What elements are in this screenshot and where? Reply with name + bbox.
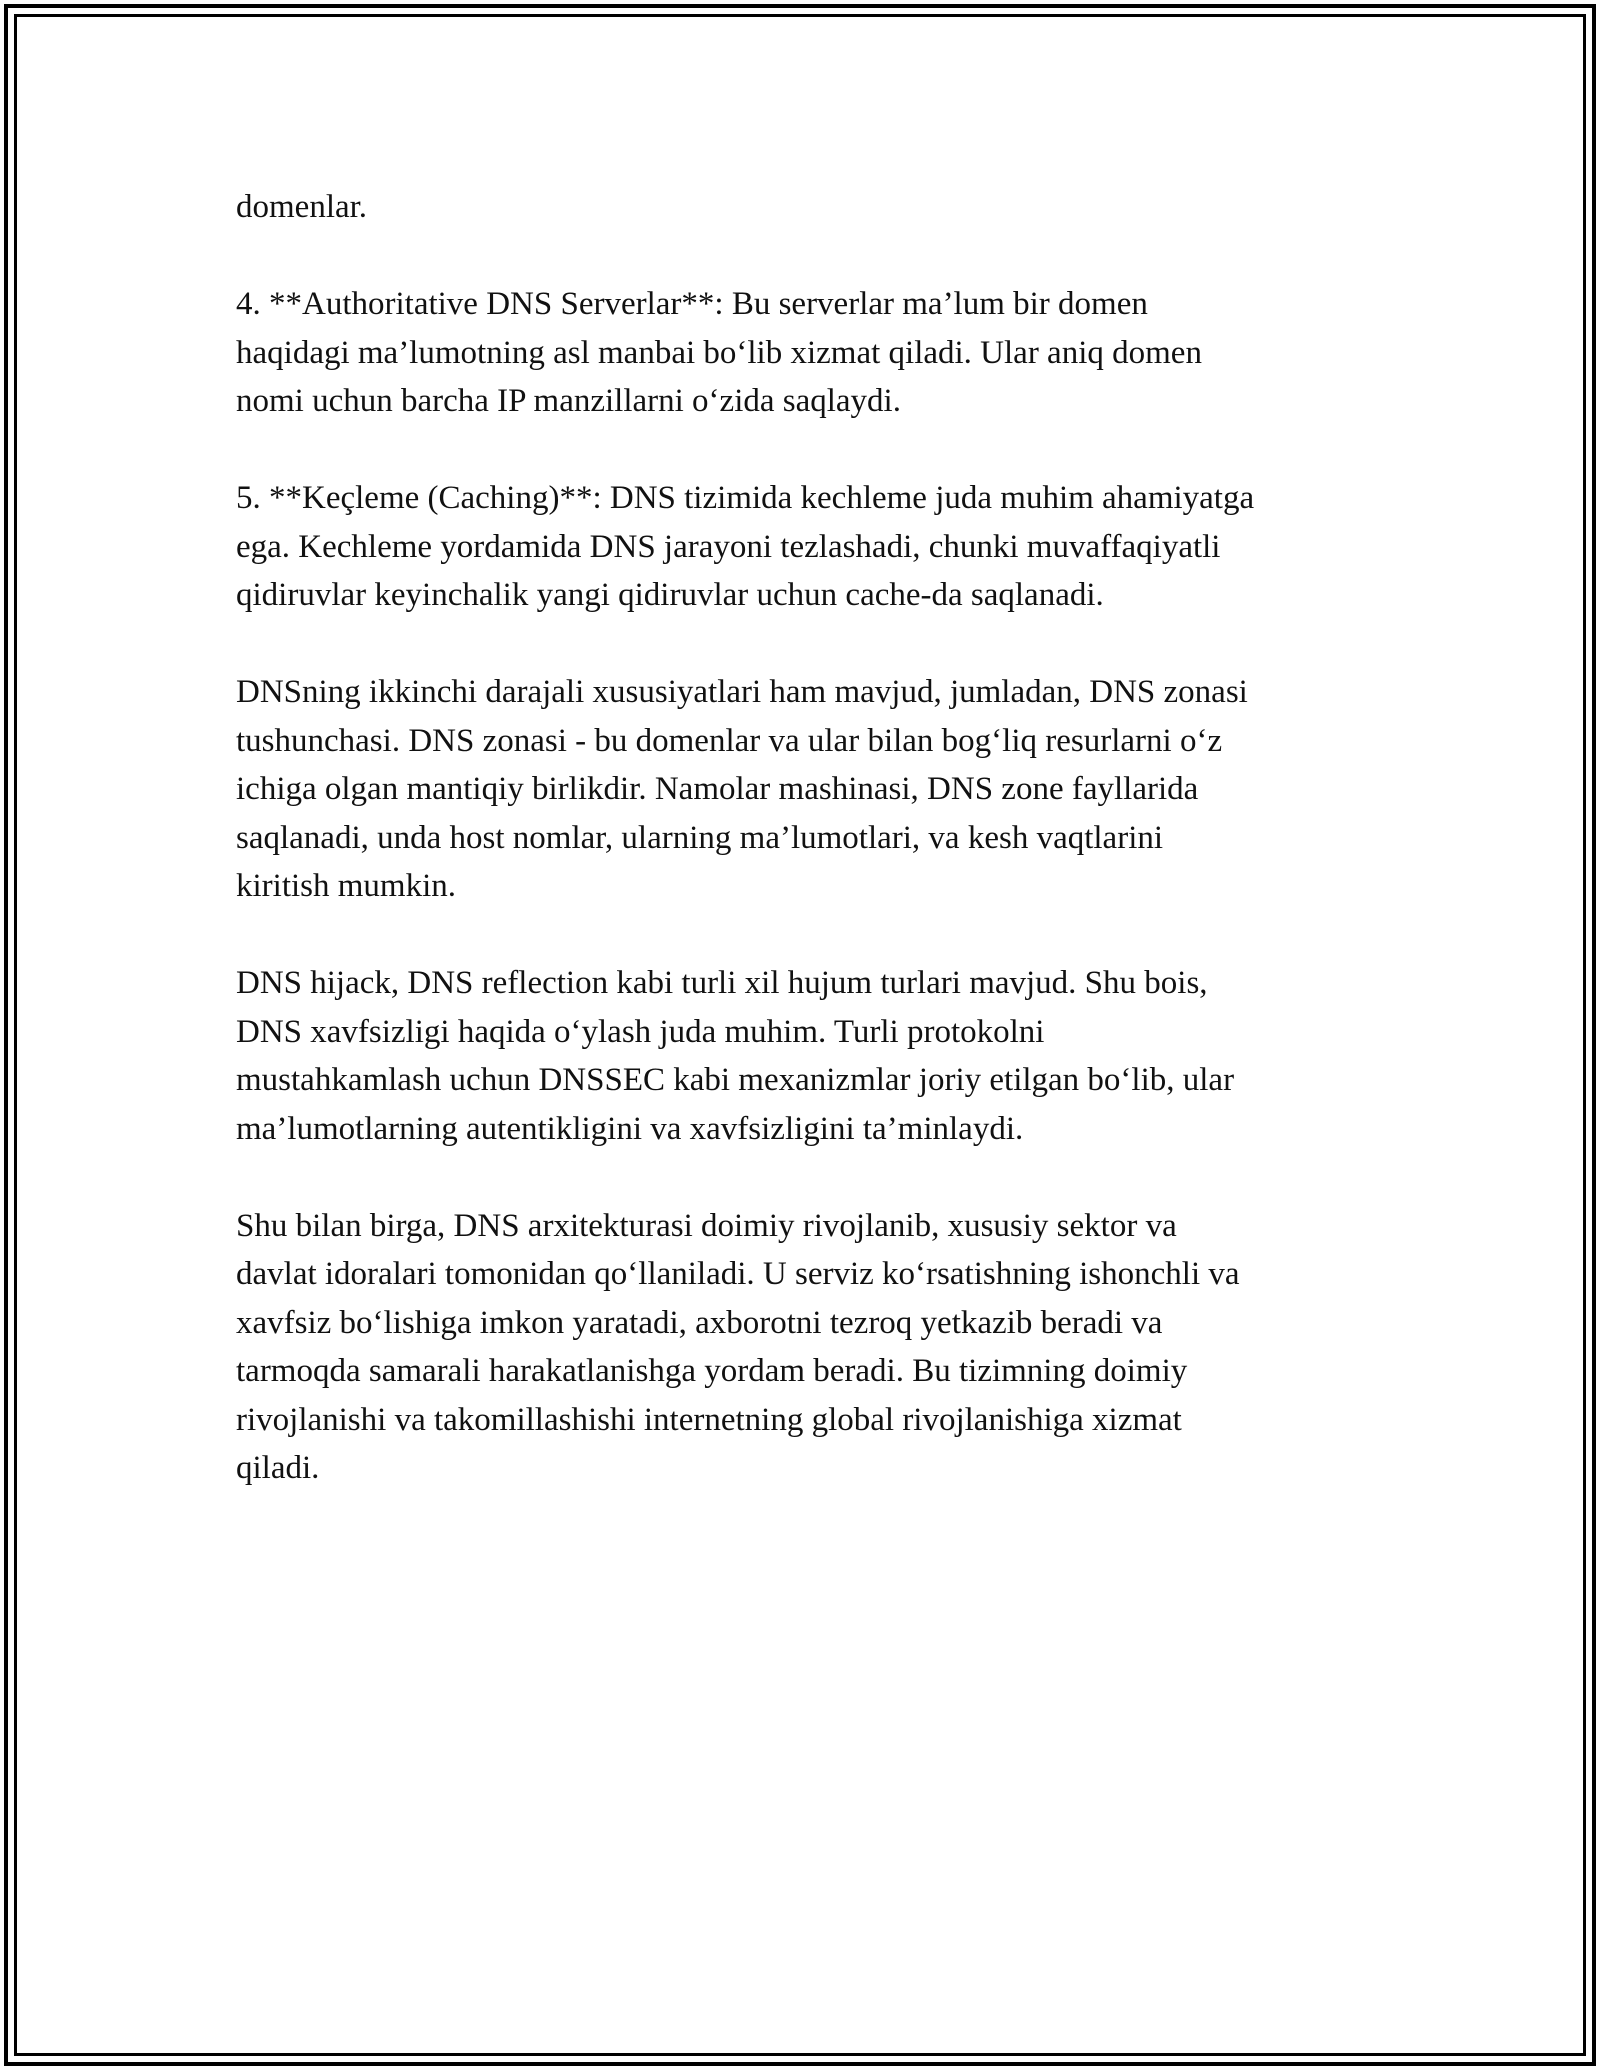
text-line: saqlanadi, unda host nomlar, ularning ma’lumotlari, va kesh vaqtlarini bbox=[236, 819, 1164, 856]
text-line: mustahkamlash uchun DNSSEC kabi mexanizmlar joriy etilgan bo‘lib, ular bbox=[236, 1062, 1235, 1098]
paragraph-gap bbox=[236, 911, 1386, 960]
text-line: domenlar. bbox=[236, 189, 368, 225]
text-line: tushunchasi. DNS zonasi - bu domenlar va ular bilan bog‘liq resurlarni o‘z bbox=[236, 722, 1223, 759]
text-line: 4. **Authoritative DNS Serverlar**: Bu serverlar ma’lum bir domen bbox=[236, 286, 1148, 322]
text-line: davlat idoralari tomonidan qo‘llaniladi. U serviz ko‘rsatishning ishonchli va bbox=[236, 1256, 1240, 1292]
text-line: qiladi. bbox=[236, 1450, 320, 1486]
text-line: ega. Kechleme yordamida DNS jarayoni tezlashadi, chunki muvaffaqiyatli bbox=[236, 528, 1221, 565]
text-line: tarmoqda samarali harakatlanishga yordam beradi. Bu tizimning doimiy bbox=[236, 1353, 1188, 1389]
text-line: nomi uchun barcha IP manzillarni o‘zida saqlaydi. bbox=[236, 383, 901, 419]
text-line: xavfsiz bo‘lishiga imkon yaratadi, axborotni tezroq yetkazib beradi va bbox=[236, 1304, 1163, 1341]
text-line: DNS xavfsizligi haqida o‘ylash juda muhim. Turli protokolni bbox=[236, 1013, 1045, 1050]
text-line: kiritish mumkin. bbox=[236, 868, 457, 904]
document-body bbox=[236, 183, 1386, 1493]
text-line: ichiga olgan mantiqiy birlikdir. Namolar mashinasi, DNS zone fayllarida bbox=[236, 771, 1199, 807]
paragraph-gap bbox=[236, 1153, 1386, 1202]
text-line: 5. **Keçleme (Caching)**: DNS tizimida kechleme juda muhim ahamiyatga bbox=[236, 480, 1255, 516]
text-line: rivojlanishi va takomillashishi internetning global rivojlanishiga xizmat bbox=[236, 1401, 1182, 1438]
text-line: DNSning ikkinchi darajali xususiyatlari ham mavjud, jumladan, DNS zonasi bbox=[236, 674, 1248, 710]
text-line: DNS hijack, DNS reflection kabi turli xil hujum turlari mavjud. Shu bois, bbox=[236, 965, 1208, 1001]
paragraph-gap bbox=[236, 232, 1386, 281]
text-line: qidiruvlar keyinchalik yangi qidiruvlar uchun cache-da saqlanadi. bbox=[236, 577, 1104, 613]
paragraph-gap bbox=[236, 426, 1386, 475]
paragraph-gap bbox=[236, 620, 1386, 669]
text-line: haqidagi ma’lumotning asl manbai bo‘lib xizmat qiladi. Ular aniq domen bbox=[236, 334, 1202, 371]
text-line: ma’lumotlarning autentikligini va xavfsizligini ta’minlaydi. bbox=[236, 1110, 1024, 1147]
text-line: Shu bilan birga, DNS arxitekturasi doimiy rivojlanib, xususiy sektor va bbox=[236, 1207, 1177, 1244]
